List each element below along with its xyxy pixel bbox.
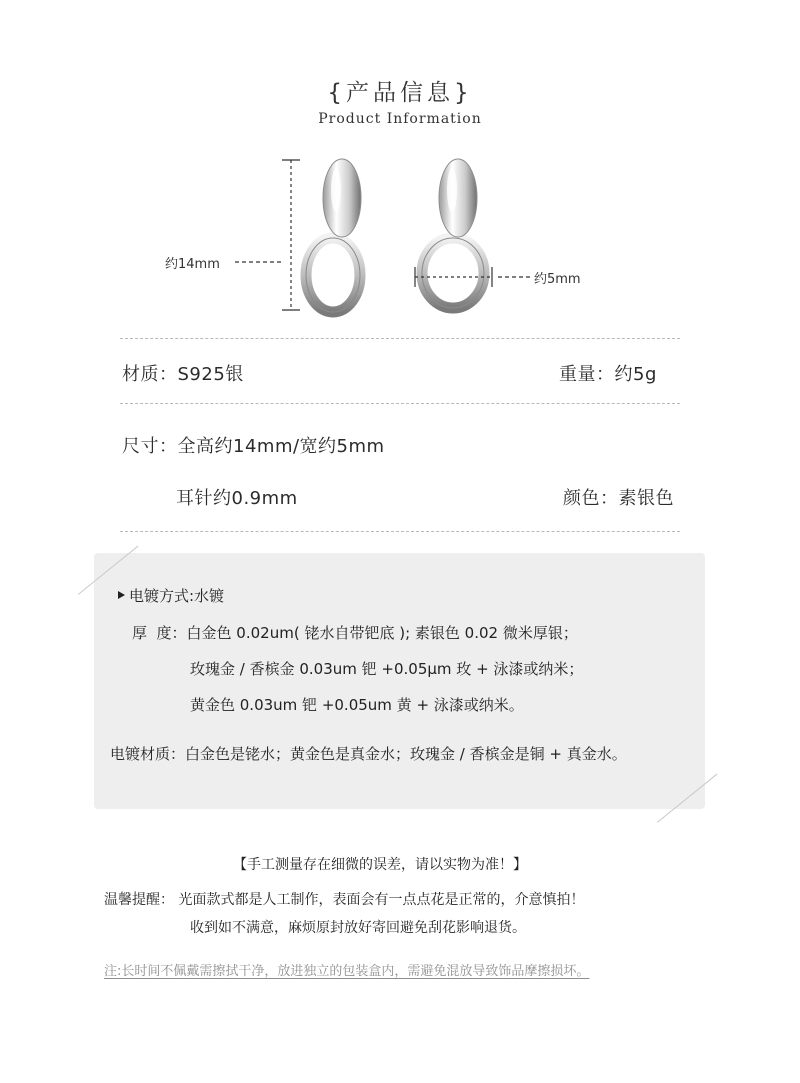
plating-method (118, 585, 224, 606)
thickness-line-3: 黄金色 0.03um 钯 +0.05um 黄 + 泳漆或纳米。 (190, 696, 524, 714)
divider (120, 531, 680, 532)
pin-text: 耳针约0.9mm (176, 488, 298, 509)
bullet-arrow-icon (118, 591, 125, 599)
size-text: 尺寸：全高约14mm/宽约5mm (122, 436, 385, 457)
page-title: {产品信息} (327, 80, 473, 106)
earring-illustration (0, 150, 800, 325)
tip-line-1: 温馨提醒： 光面款式都是人工制作，表面会有一点点花是正常的，介意慎拍！ (104, 892, 585, 908)
earring-left (306, 159, 361, 312)
weight-text: 重量：约5g (559, 364, 657, 385)
width-dimension-marker (415, 267, 532, 287)
plating-method-label: 电镀方式:水镀 (129, 587, 225, 605)
earring-right (422, 159, 484, 308)
care-footnote: 注:长时间不佩戴需擦拭干净，放进独立的包装盒内，需避免混放导致饰品摩擦损坏。 (104, 964, 590, 979)
material-text: 材质：S925银 (122, 364, 244, 385)
color-text: 颜色：素银色 (563, 488, 674, 509)
height-label: 约14mm (165, 257, 220, 272)
earring-drawing (0, 150, 800, 325)
plating-material: 电镀材质：白金色是铑水；黄金色是真金水；玫瑰金 / 香槟金是铜 + 真金水。 (110, 745, 627, 763)
thickness-line-2: 玫瑰金 / 香槟金 0.03um 钯 +0.05μm 玫 + 泳漆或纳米； (190, 660, 584, 678)
measurement-notice: 【手工测量存在细微的误差，请以实物为准！】 (233, 857, 527, 873)
divider (120, 338, 680, 339)
page-subtitle: Product Information (318, 111, 482, 127)
height-dimension-marker (235, 160, 300, 310)
thickness-line-1: 厚 度：白金色 0.02um( 铑水自带钯底 ); 素银色 0.02 微米厚银； (132, 624, 578, 642)
divider (120, 403, 680, 404)
width-label: 约5mm (534, 272, 581, 287)
tip-line-2: 收到如不满意，麻烦原封放好寄回避免刮花影响退货。 (190, 920, 526, 936)
